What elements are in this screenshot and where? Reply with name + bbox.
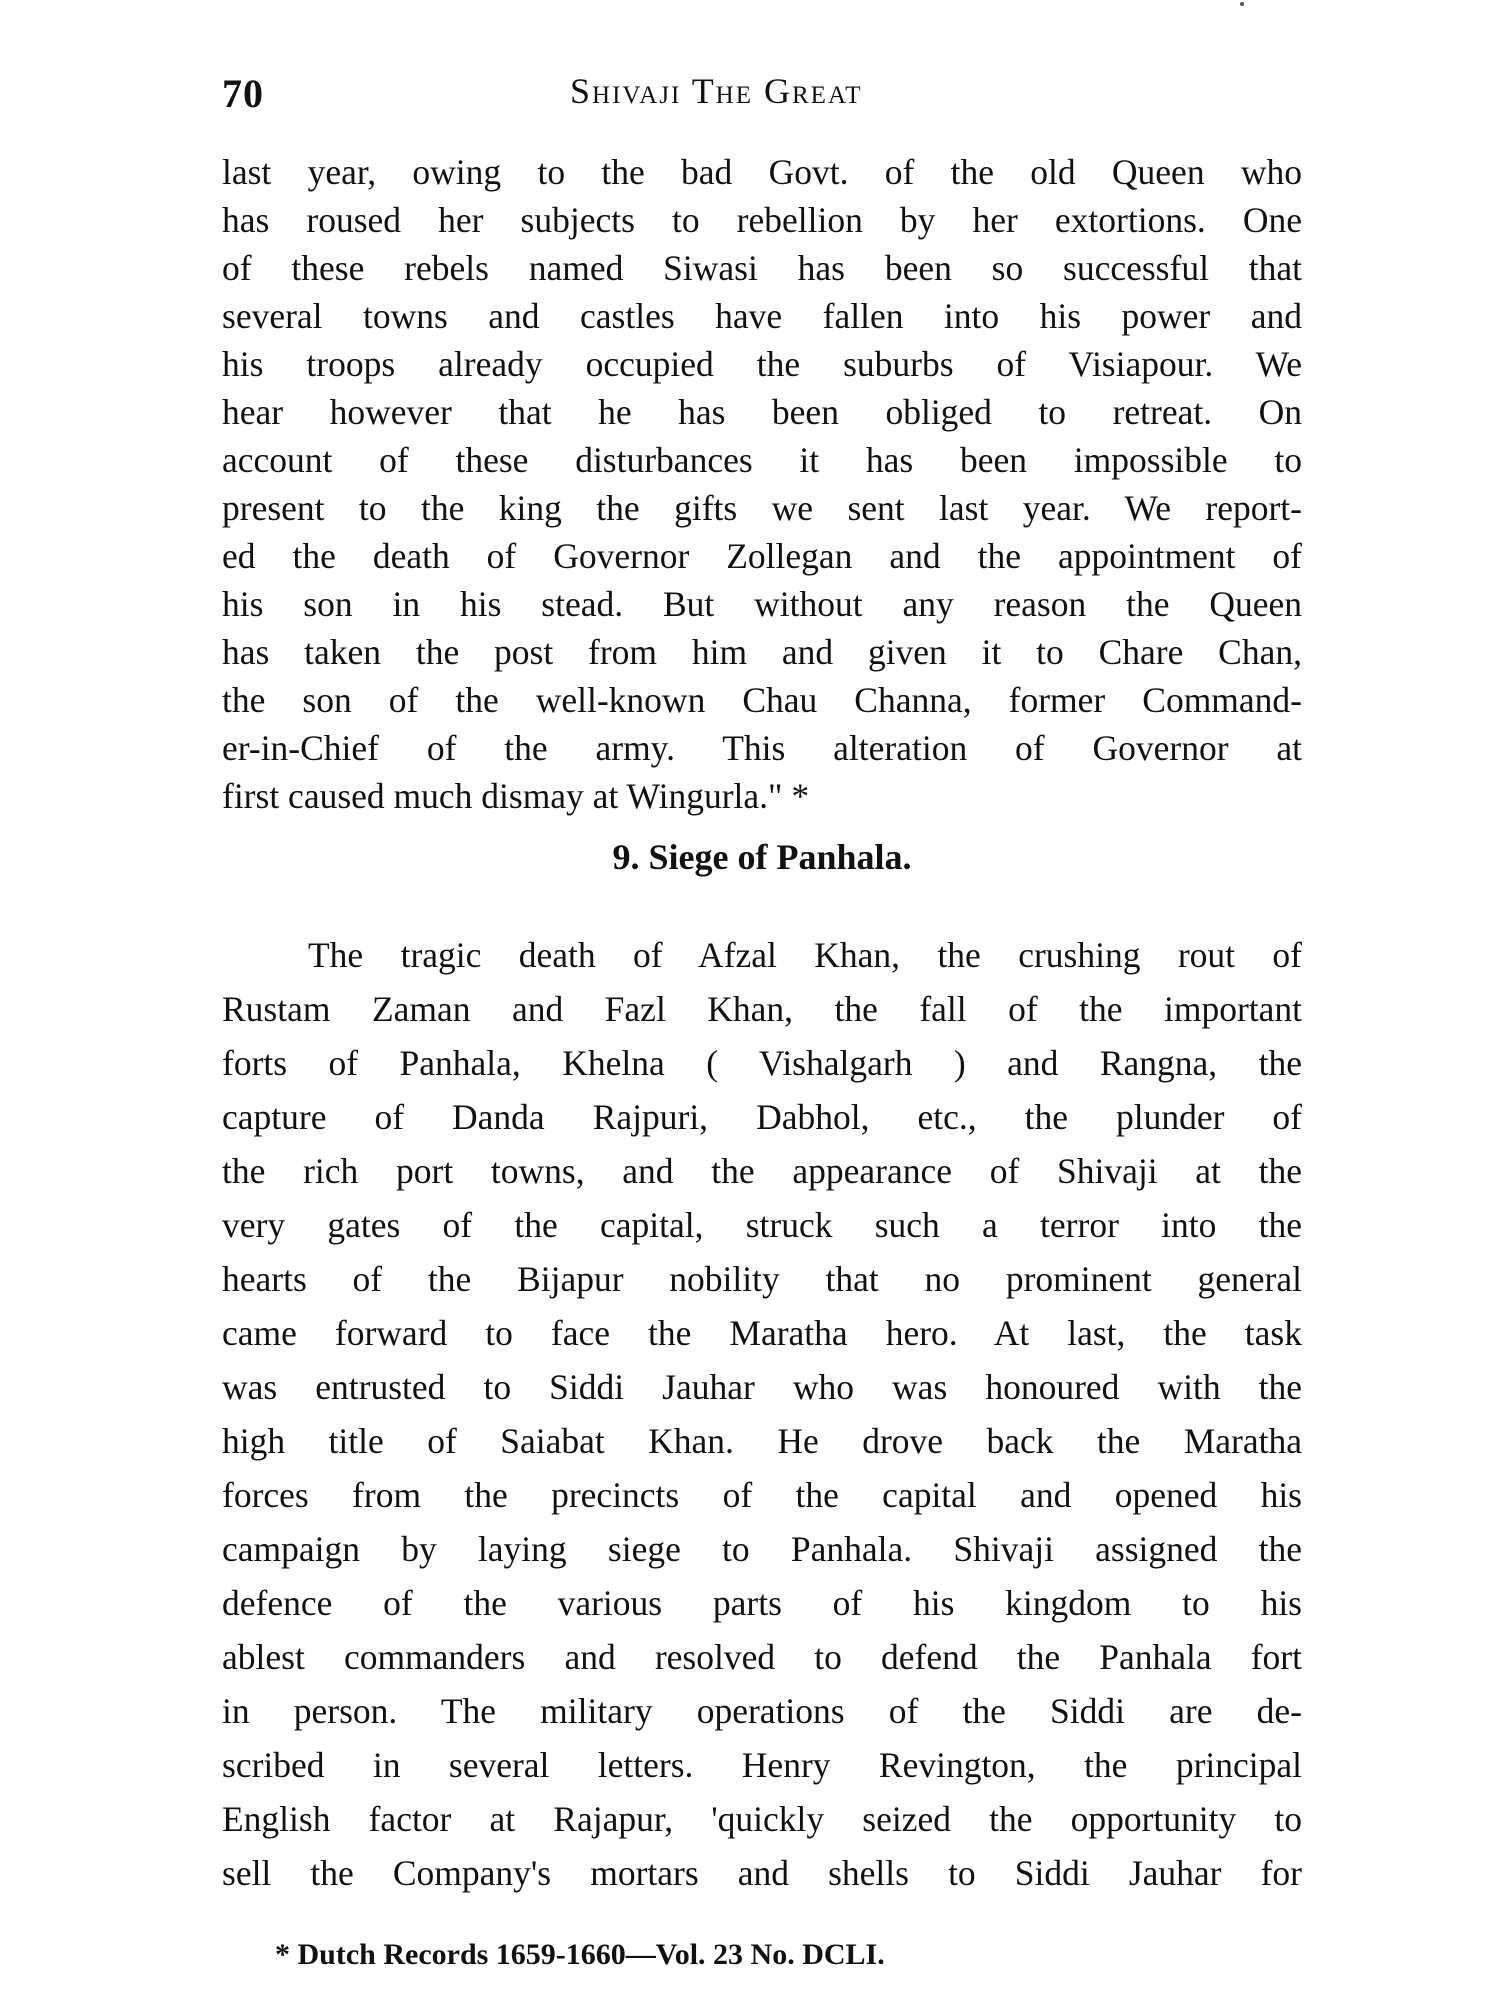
- text-line: was entrusted to Siddi Jauhar who was honoured with the: [222, 1367, 1302, 1407]
- text-line: his troops already occupied the suburbs of Visiapour. We: [222, 344, 1302, 384]
- text-line: the son of the well-known Chau Channa, former Command-: [222, 680, 1302, 720]
- text-line: er-in-Chief of the army. This alteration of Governor at: [222, 728, 1302, 768]
- section-heading: 9. Siege of Panhala.: [612, 837, 912, 877]
- quoted-letter-paragraph: [222, 148, 1302, 820]
- text-line: English factor at Rajapur, 'quickly seized the opportunity to: [222, 1799, 1302, 1839]
- text-line: of these rebels named Siwasi has been so successful that: [222, 248, 1302, 288]
- text-line: hear however that he has been obliged to retreat. On: [222, 392, 1302, 432]
- body-paragraph: [222, 928, 1302, 1900]
- text-line: sell the Company's mortars and shells to Siddi Jauhar for: [222, 1853, 1302, 1893]
- text-line: defence of the various parts of his kingdom to his: [222, 1583, 1302, 1623]
- text-line: campaign by laying siege to Panhala. Shivaji assigned the: [222, 1529, 1302, 1569]
- text-line: several towns and castles have fallen into his power and: [222, 296, 1302, 336]
- footnote: * Dutch Records 1659-1660—Vol. 23 No. DCLI.: [275, 1938, 885, 1971]
- text-line: high title of Saiabat Khan. He drove back the Maratha: [222, 1421, 1302, 1461]
- text-line: hearts of the Bijapur nobility that no prominent general: [222, 1259, 1302, 1299]
- text-line: forts of Panhala, Khelna ( Vishalgarh ) and Rangna, the: [222, 1043, 1302, 1083]
- text-line: his son in his stead. But without any reason the Queen: [222, 584, 1302, 624]
- page-number: 70: [222, 71, 264, 116]
- text-line: present to the king the gifts we sent last year. We report-: [222, 488, 1302, 528]
- text-line: came forward to face the Maratha hero. At last, the task: [222, 1313, 1302, 1353]
- text-line: ablest commanders and resolved to defend the Panhala fort: [222, 1637, 1302, 1677]
- text-line: very gates of the capital, struck such a terror into the: [222, 1205, 1302, 1245]
- text-line: has roused her subjects to rebellion by her extortions. One: [222, 200, 1302, 240]
- running-title: Shivaji The Great: [570, 71, 863, 111]
- text-line: forces from the precincts of the capital and opened his: [222, 1475, 1302, 1515]
- text-line: first caused much dismay at Wingurla." *: [222, 776, 810, 816]
- text-line: Rustam Zaman and Fazl Khan, the fall of the important: [222, 989, 1302, 1029]
- scan-speck: [1240, 2, 1244, 6]
- text-line: in person. The military operations of the Siddi are de-: [222, 1691, 1302, 1731]
- text-line: capture of Danda Rajpuri, Dabhol, etc., the plunder of: [222, 1097, 1302, 1137]
- text-line: has taken the post from him and given it to Chare Chan,: [222, 632, 1302, 672]
- text-line: scribed in several letters. Henry Revington, the principal: [222, 1745, 1302, 1785]
- text-line: account of these disturbances it has been impossible to: [222, 440, 1302, 480]
- text-line: the rich port towns, and the appearance of Shivaji at the: [222, 1151, 1302, 1191]
- text-line: last year, owing to the bad Govt. of the old Queen who: [222, 152, 1302, 192]
- text-line: The tragic death of Afzal Khan, the crushing rout of: [308, 935, 1302, 975]
- text-line: ed the death of Governor Zollegan and the appointment of: [222, 536, 1302, 576]
